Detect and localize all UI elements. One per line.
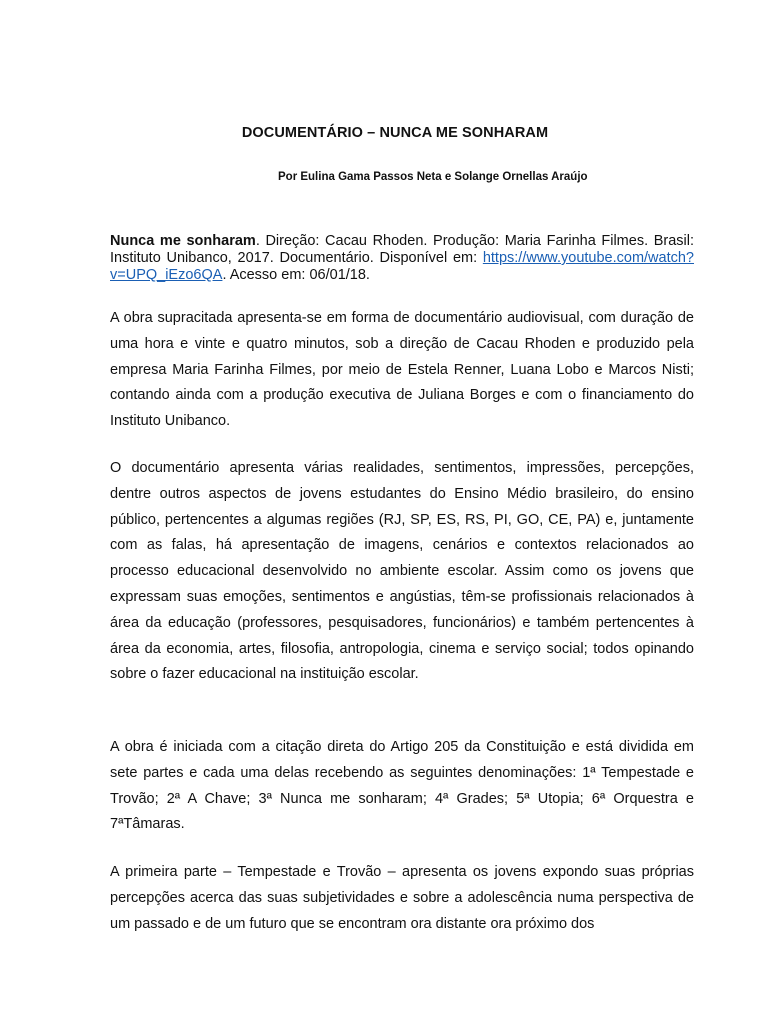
paragraph-structure: A obra é iniciada com a citação direta do Artigo 205 da Constituição e está dividida em sete partes e cada uma delas recebendo as seguintes denominações: 1ª Tempestade e Trovão; 2ª A Chave; 3ª Nunca me sonharam; 4ª Grades; 5ª Utopia; 6ª Orquestra e 7ªTâmaras.	[110, 739, 694, 833]
paragraph-content: O documentário apresenta várias realidades, sentimentos, impressões, percepções, dentre outros aspectos de jovens estudantes do Ensino Médio brasileiro, do ensino público, pertencentes a algumas regiões (RJ, SP, ES, RS, PI, GO, CE, PA) e, juntamente com as falas, há apresentação de imagens, cenários e contextos relacionados ao processo educacional desenvolvido no ambiente escolar. Assim como os jovens que expressam suas emoções, sentimentos e angústias, têm-se profissionais relacionados à área da educação (professores, pesquisadores, funcionários) e também pertencentes à área da economia, artes, filosofia, antropologia, cinema e serviço social; todos opinando sobre o fazer educacional na instituição escolar.	[110, 460, 694, 683]
reference-details: . Direção: Cacau Rhoden. Produção: Maria Farinha Filmes. Brasil: Instituto Unibanco, 2017. Documentário. Disponível em:	[110, 233, 695, 266]
reference-work-title: Nunca me sonharam	[110, 233, 256, 249]
reference-link[interactable]: https://www.youtube.com/watch?v=UPQ_iEzo6QA	[110, 250, 694, 283]
reference-access-date: . Acesso em: 06/01/18.	[222, 267, 370, 283]
document-authors: Por Eulina Gama Passos Neta e Solange Ornellas Araújo	[278, 171, 588, 183]
paragraph-first-part: A primeira parte – Tempestade e Trovão – apresenta os jovens expondo suas próprias percepções acerca das suas subjetividades e sobre a adolescência numa perspectiva de um passado e de um futuro que se encontram ora distante ora próximo dos	[110, 864, 694, 932]
paragraph-overview: A obra supracitada apresenta-se em forma de documentário audiovisual, com duração de uma hora e vinte e quatro minutos, sob a direção de Cacau Rhoden e produzido pela empresa Maria Farinha Filmes, por meio de Estela Renner, Luana Lobo e Marcos Nisti; contando ainda com a produção executiva de Juliana Borges e com o financiamento do Instituto Unibanco.	[110, 310, 694, 430]
document-title: DOCUMENTÁRIO – NUNCA ME SONHARAM	[241, 125, 549, 141]
